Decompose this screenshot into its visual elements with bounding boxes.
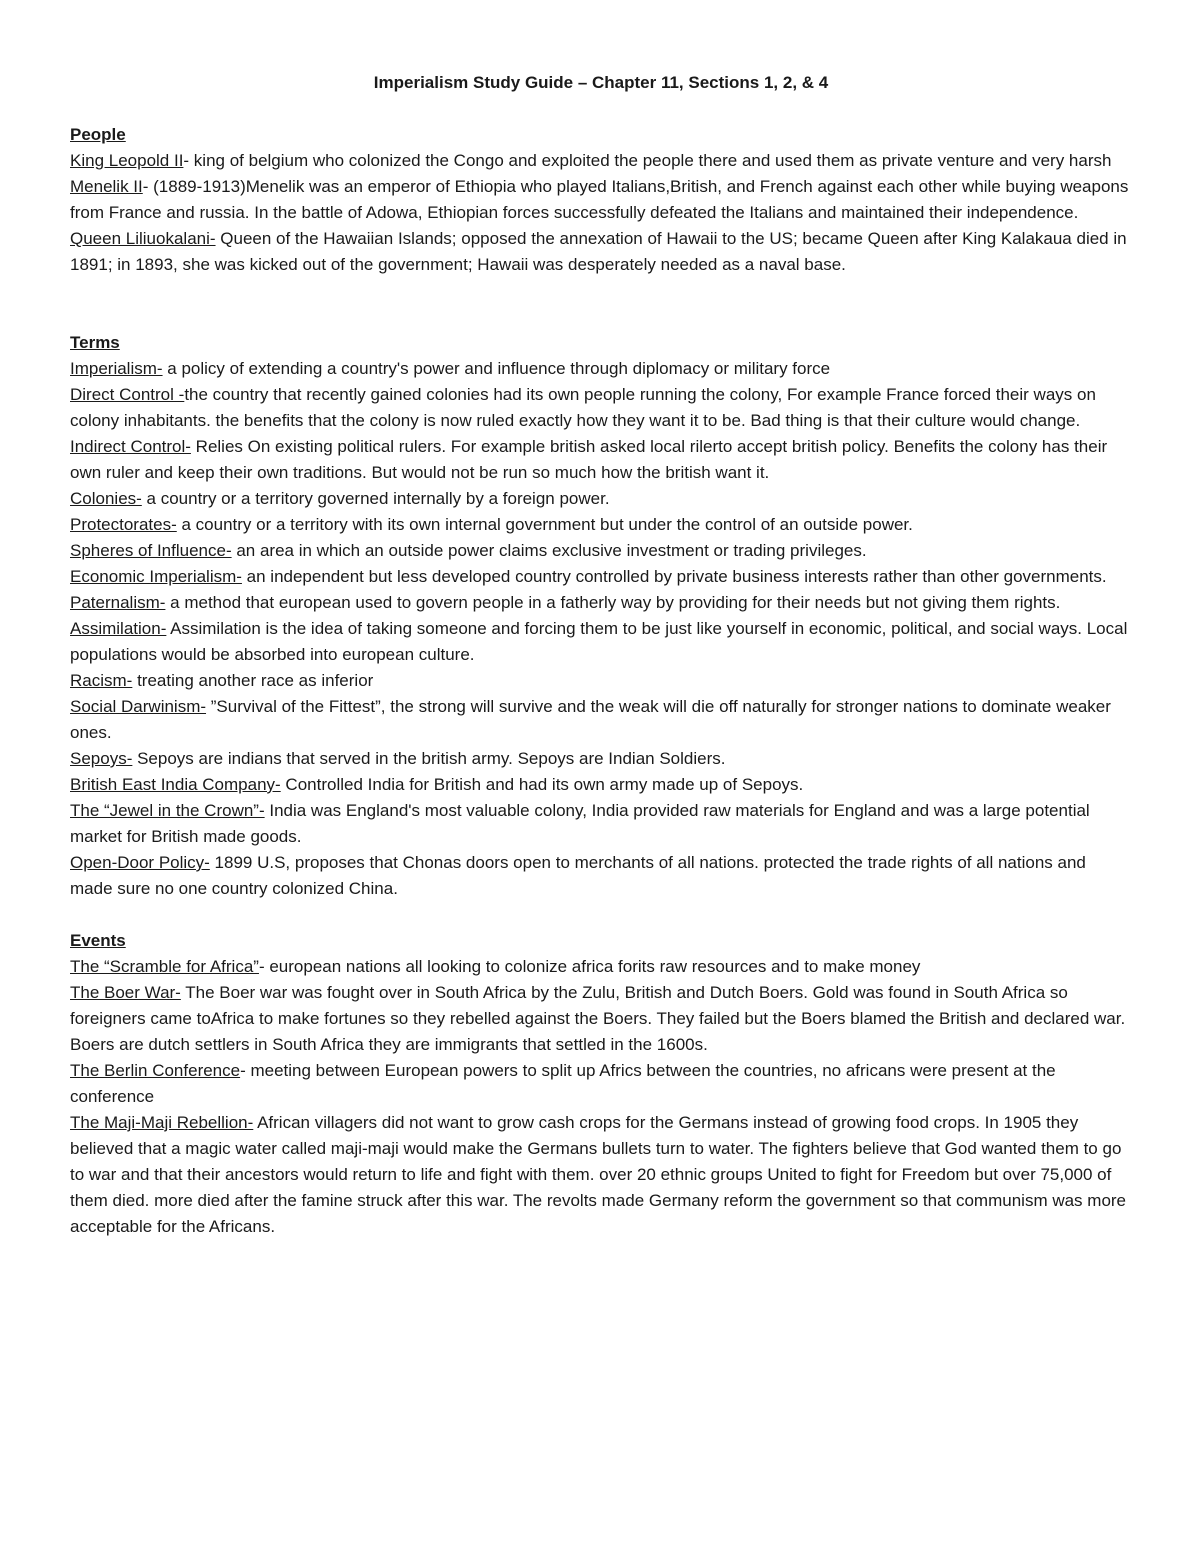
term-definition: - meeting between European powers to split up Africs between the countries, no africans were present at the conference <box>70 1061 1056 1106</box>
term-definition: a policy of extending a country's power and influence through diplomacy or military force <box>162 359 831 378</box>
term-label: The Berlin Conference <box>70 1061 241 1080</box>
document-title: Imperialism Study Guide – Chapter 11, Sections 1, 2, & 4 <box>373 73 829 92</box>
term-label: Spheres of Influence- <box>70 541 232 560</box>
term-label: Paternalism- <box>70 593 166 612</box>
term-definition: - (1889-1913)Menelik was an emperor of Ethiopia who played Italians,British, and French against each other while buying weapons from France and russia. In the battle of Adowa, Ethiopian forces successfully defeated the Italians and maintained their independence. <box>70 177 1129 222</box>
section-events <box>70 928 1132 1240</box>
section-people <box>70 122 1132 278</box>
entry-menelik <box>70 174 1132 226</box>
term-definition: - european nations all looking to colonize africa forits raw resources and to make money <box>258 957 921 976</box>
term-label: British East India Company- <box>70 775 281 794</box>
section-terms <box>70 330 1132 902</box>
entry-protectorates <box>70 512 1132 538</box>
section-heading-people: People <box>70 125 126 144</box>
term-label: The “Jewel in the Crown”- <box>70 801 265 820</box>
entry-social-darwinism <box>70 694 1132 746</box>
term-definition: India was England's most valuable colony, India provided raw materials for England and was a large potential market for British made goods. <box>70 801 1090 846</box>
document-page <box>70 70 1132 1240</box>
entry-maji-maji-rebellion <box>70 1110 1132 1240</box>
term-definition: Assimilation is the idea of taking someone and forcing them to be just like yourself in economic, political, and social ways. Local populations would be absorbed into european culture. <box>70 619 1128 664</box>
term-definition: a country or a territory governed internally by a foreign power. <box>141 489 610 508</box>
entry-assimilation <box>70 616 1132 668</box>
term-label: Social Darwinism- <box>70 697 207 716</box>
section-gap <box>70 902 1132 928</box>
term-label: Economic Imperialism- <box>70 567 242 586</box>
entry-spheres-of-influence <box>70 538 1132 564</box>
entry-racism <box>70 668 1132 694</box>
term-label: The Boer War- <box>70 983 181 1002</box>
term-label: Direct Control - <box>70 385 185 404</box>
term-definition: The Boer war was fought over in South Africa by the Zulu, British and Dutch Boers. Gold was found in South Africa so foreigners came toAfrica to make fortunes so they rebelled against the Boers. They failed but the Boers blamed the British and declared war. Boers are dutch settlers in South Africa they are immigrants that settled in the 1600s. <box>70 983 1126 1054</box>
entry-scramble-for-africa <box>70 954 1132 980</box>
term-label: The “Scramble for Africa” <box>70 957 259 976</box>
entry-berlin-conference <box>70 1058 1132 1110</box>
entry-queen-liliuokalani <box>70 226 1132 278</box>
term-label: Colonies- <box>70 489 142 508</box>
term-label: Sepoys- <box>70 749 133 768</box>
entry-colonies <box>70 486 1132 512</box>
entry-sepoys <box>70 746 1132 772</box>
term-definition: a method that european used to govern people in a fatherly way by providing for their needs but not giving them rights. <box>165 593 1061 612</box>
entry-direct-control <box>70 382 1132 434</box>
term-definition: Relies On existing political rulers. For example british asked local rilerto accept british policy. Benefits the colony has their own ruler and keep their own traditions. But would not be run so much how the british want it. <box>70 437 1108 482</box>
entry-indirect-control <box>70 434 1132 486</box>
term-definition: an area in which an outside power claims exclusive investment or trading privileges. <box>231 541 867 560</box>
term-definition: Sepoys are indians that served in the british army. Sepoys are Indian Soldiers. <box>132 749 726 768</box>
term-label: Protectorates- <box>70 515 177 534</box>
entry-british-east-india-company <box>70 772 1132 798</box>
term-label: King Leopold II <box>70 151 184 170</box>
term-label: Queen Liliuokalani- <box>70 229 216 248</box>
section-gap <box>70 278 1132 330</box>
term-definition: treating another race as inferior <box>132 671 374 690</box>
term-definition: 1899 U.S, proposes that Chonas doors open to merchants of all nations. protected the trade rights of all nations and made sure no one country colonized China. <box>70 853 1086 898</box>
entry-imperialism <box>70 356 1132 382</box>
term-label: Assimilation- <box>70 619 167 638</box>
term-label: Open-Door Policy- <box>70 853 210 872</box>
entry-jewel-in-the-crown <box>70 798 1132 850</box>
term-definition: Queen of the Hawaiian Islands; opposed the annexation of Hawaii to the US; became Queen after King Kalakaua died in 1891; in 1893, she was kicked out of the government; Hawaii was desperately needed as a naval base. <box>70 229 1127 274</box>
term-label: Menelik II <box>70 177 143 196</box>
term-definition: a country or a territory with its own internal government but under the control of an outside power. <box>176 515 913 534</box>
entry-king-leopold <box>70 148 1132 174</box>
term-label: Indirect Control- <box>70 437 191 456</box>
entry-paternalism <box>70 590 1132 616</box>
term-definition: - king of belgium who colonized the Congo and exploited the people there and used them as private venture and very harsh <box>183 151 1112 170</box>
term-label: Imperialism- <box>70 359 163 378</box>
section-heading-events: Events <box>70 931 126 950</box>
term-label: The Maji-Maji Rebellion- <box>70 1113 254 1132</box>
entry-open-door-policy <box>70 850 1132 902</box>
term-definition: ”Survival of the Fittest”, the strong will survive and the weak will die off naturally for stronger nations to dominate weaker ones. <box>70 697 1111 742</box>
section-heading-terms: Terms <box>70 333 120 352</box>
term-definition: an independent but less developed country controlled by private business interests rather than other governments. <box>241 567 1107 586</box>
term-definition: African villagers did not want to grow cash crops for the Germans instead of growing food crops. In 1905 they believed that a magic water called maji-maji would make the Germans bullets turn to water. The fighters believe that God wanted them to go to war and that their ancestors would return to life and fight with them. over 20 ethnic groups United to fight for Freedom but over 75,000 of them died. more died after the famine struck after this war. The revolts made Germany reform the government so that communism was more acceptable for the Africans. <box>70 1113 1127 1236</box>
entry-boer-war <box>70 980 1132 1058</box>
entry-economic-imperialism <box>70 564 1132 590</box>
term-label: Racism- <box>70 671 133 690</box>
term-definition: Controlled India for British and had its own army made up of Sepoys. <box>280 775 804 794</box>
term-definition: the country that recently gained colonies had its own people running the colony, For example France forced their ways on colony inhabitants. the benefits that the colony is now ruled exactly how they want it to be. Bad thing is that their culture would change. <box>70 385 1096 430</box>
